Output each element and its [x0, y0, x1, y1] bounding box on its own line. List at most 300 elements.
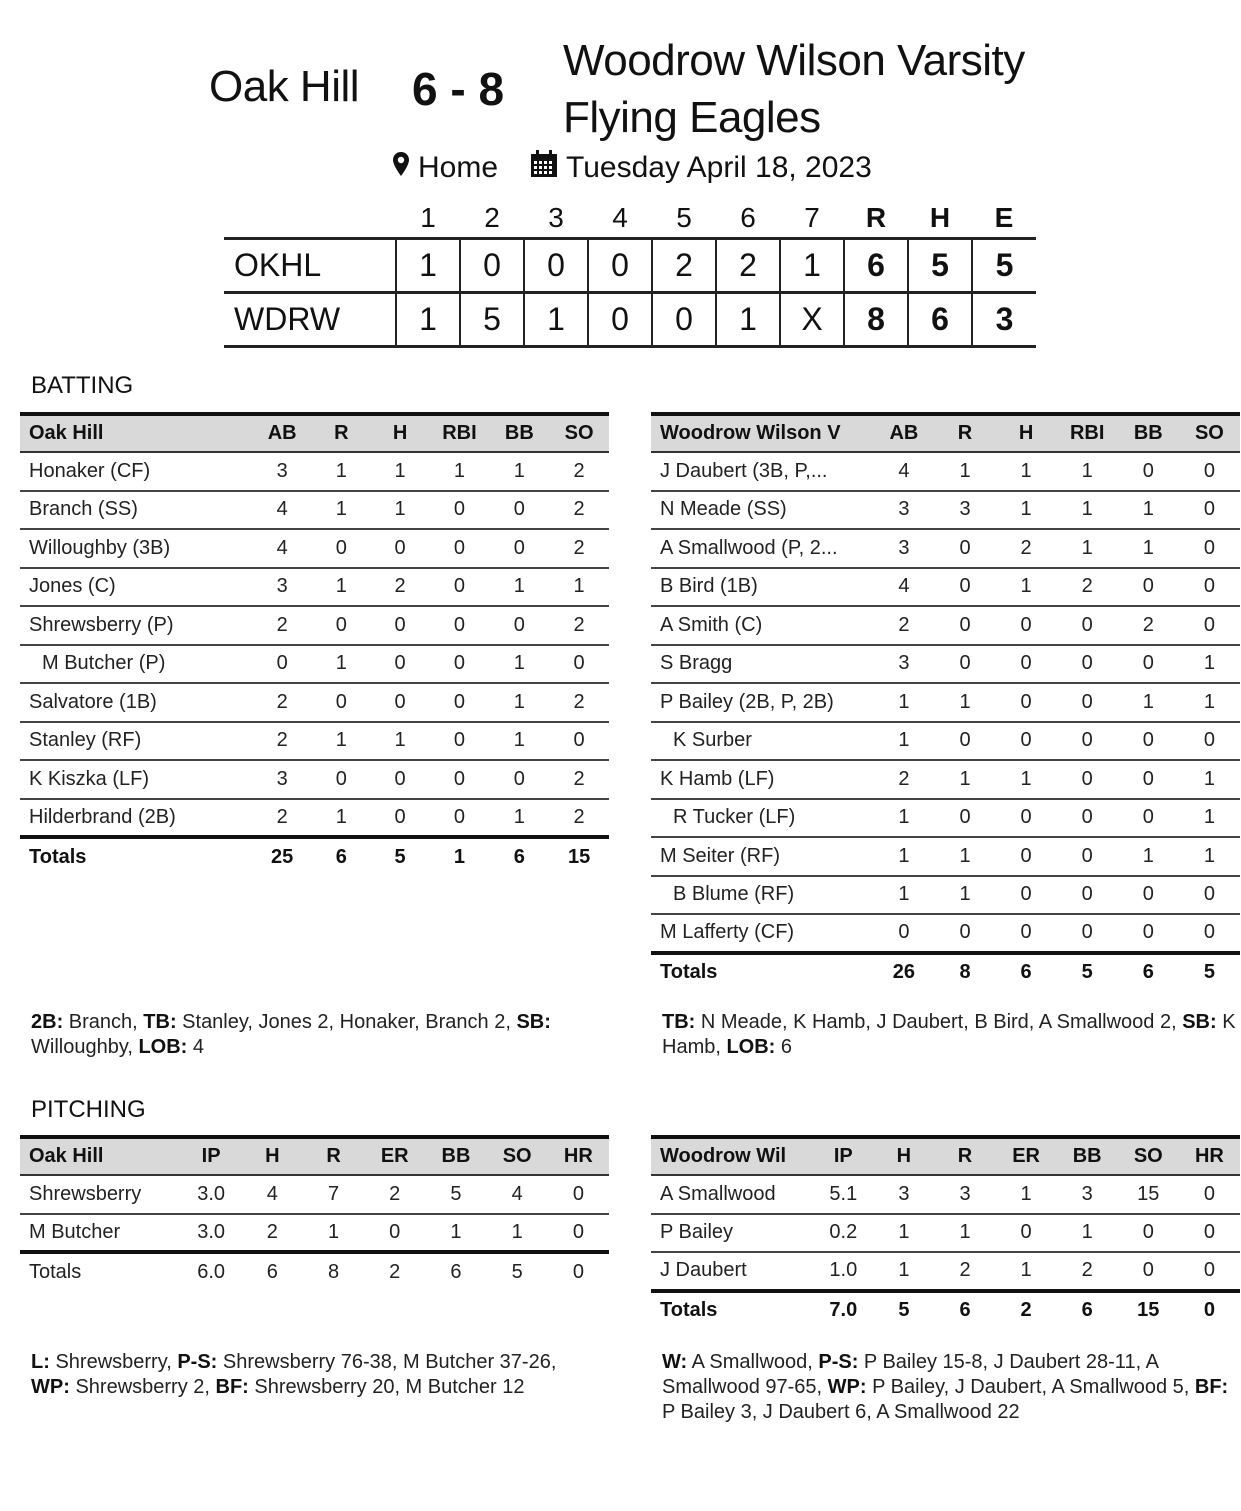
player-row: [651, 568, 1240, 607]
inning-runs: 0: [588, 292, 652, 346]
stat-cell: 0: [1057, 606, 1118, 645]
stat-cell: 0: [1057, 760, 1118, 799]
stat-cell: 2: [371, 568, 430, 607]
player-row: [651, 722, 1240, 761]
note-label: WP:: [827, 1376, 867, 1398]
stat-cell: 2: [1118, 606, 1179, 645]
note-text: Shrewsberry 20, M Butcher 12: [248, 1376, 525, 1398]
totals-row: [651, 1291, 1240, 1330]
note-label: L:: [31, 1351, 50, 1373]
total-cell: 15: [567, 845, 591, 868]
inning-runs: 1: [396, 292, 460, 346]
stat-cell: 0: [1057, 722, 1118, 761]
stat-cell: 0: [996, 722, 1057, 761]
note-label: SB:: [1182, 1011, 1217, 1033]
stat-cell: 1: [490, 799, 550, 838]
stat-cell: 0: [1118, 1252, 1179, 1291]
stat-cell: 0: [934, 645, 995, 684]
stat-cell: 7: [303, 1175, 364, 1214]
player-name: J Daubert (3B, P,...: [651, 452, 873, 491]
note-text: Stanley, Jones 2, Honaker, Branch 2,: [176, 1011, 517, 1033]
stat-cell: 1: [996, 760, 1057, 799]
stat-cell: 0: [312, 529, 371, 568]
total-cell: 1: [453, 845, 466, 868]
note-label: TB:: [662, 1011, 696, 1033]
player-row: [651, 452, 1240, 491]
total-cell: 5: [511, 1260, 523, 1283]
stat-column-header: AB: [873, 414, 934, 452]
linescore-row-away: [224, 292, 1036, 346]
table-header-row: [20, 1137, 609, 1175]
inning-header: 1: [420, 202, 436, 234]
player-row: [20, 683, 609, 722]
total-cell: 5: [394, 845, 406, 868]
player-name: R Tucker (LF): [651, 799, 873, 838]
total-hits: 6: [908, 292, 972, 346]
player-name: M Seiter (RF): [651, 837, 873, 876]
stat-cell: 2: [873, 760, 934, 799]
player-name: P Bailey (2B, P, 2B): [651, 683, 873, 722]
stat-cell: 5: [425, 1175, 486, 1214]
player-row: [20, 606, 609, 645]
stat-cell: 0: [429, 683, 489, 722]
player-name: K Surber: [651, 722, 873, 761]
stat-cell: 1: [371, 722, 430, 761]
stat-cell: 0.2: [813, 1214, 873, 1253]
stat-cell: 3: [252, 452, 312, 491]
total-cell: 6: [513, 845, 525, 868]
stat-column-header: SO: [1118, 1137, 1179, 1175]
stat-cell: 4: [873, 452, 934, 491]
stat-column-header: H: [242, 1137, 303, 1175]
player-name: A Smallwood: [651, 1175, 813, 1214]
stat-cell: 1: [312, 799, 371, 838]
stat-cell: 1: [312, 452, 371, 491]
stat-column-header: HR: [1179, 1137, 1240, 1175]
linescore-header-row: [224, 200, 1036, 238]
batting-notes-away: [662, 1010, 1237, 1060]
inning-runs: 1: [524, 292, 588, 346]
total-cell: 2: [389, 1260, 401, 1283]
game-header: [0, 30, 1241, 140]
stat-cell: 1: [996, 1252, 1057, 1291]
stat-cell: 1: [934, 760, 995, 799]
stat-cell: 1: [996, 1175, 1057, 1214]
team-column-header: Oak Hill: [20, 1137, 181, 1175]
player-name: Branch (SS): [20, 491, 252, 530]
stat-cell: 0: [548, 1175, 609, 1214]
stat-cell: 2: [252, 683, 312, 722]
total-cell: 6: [959, 1299, 971, 1322]
total-cell: 15: [1137, 1299, 1160, 1322]
note-text: Branch,: [63, 1011, 144, 1033]
stat-cell: 0: [312, 606, 371, 645]
linescore-table: [224, 200, 1036, 348]
note-text: Shrewsberry 76-38, M Butcher 37-26,: [217, 1351, 557, 1373]
away-team-name: [563, 32, 1025, 146]
stat-cell: 0: [1179, 914, 1240, 953]
stat-column-header: AB: [252, 414, 312, 452]
stat-column-header: BB: [490, 414, 550, 452]
note-label: W:: [662, 1351, 688, 1373]
stat-cell: 1: [873, 876, 934, 915]
calendar-icon: [530, 150, 558, 186]
total-cell: 25: [271, 845, 294, 868]
stat-cell: 0: [1179, 452, 1240, 491]
stat-column-header: RBI: [1057, 414, 1118, 452]
player-row: [20, 452, 609, 491]
stat-cell: 0: [1118, 876, 1179, 915]
stat-cell: 1: [1179, 760, 1240, 799]
stat-column-header: R: [934, 414, 995, 452]
stat-cell: 1: [1179, 683, 1240, 722]
totals-row: [20, 837, 609, 876]
player-row: [651, 645, 1240, 684]
stat-cell: 1: [1057, 491, 1118, 530]
stat-column-header: ER: [364, 1137, 425, 1175]
player-row: [20, 799, 609, 838]
player-row: [651, 606, 1240, 645]
total-errors: 3: [972, 292, 1036, 346]
stat-cell: 0: [996, 799, 1057, 838]
player-name: A Smith (C): [651, 606, 873, 645]
stat-cell: 1: [873, 683, 934, 722]
player-row: [651, 491, 1240, 530]
stat-cell: 0: [429, 722, 489, 761]
stat-cell: 3: [934, 491, 995, 530]
stat-cell: 1: [996, 568, 1057, 607]
player-name: M Butcher: [20, 1214, 181, 1253]
stat-cell: 2: [252, 722, 312, 761]
player-row: [20, 529, 609, 568]
total-runs: 8: [844, 292, 908, 346]
player-name: A Smallwood (P, 2...: [651, 529, 873, 568]
stat-cell: 0: [429, 491, 489, 530]
note-label: WP:: [31, 1376, 70, 1398]
stat-cell: 3: [934, 1175, 995, 1214]
stat-cell: 1: [490, 645, 550, 684]
stat-cell: 1: [312, 568, 371, 607]
linescore-row-home: [224, 238, 1036, 292]
stat-cell: 1: [873, 722, 934, 761]
stat-cell: 0: [490, 606, 550, 645]
stat-cell: 3: [252, 760, 312, 799]
stat-cell: 0: [549, 722, 609, 761]
note-label: LOB:: [726, 1036, 776, 1058]
final-score: 6 - 8: [412, 63, 505, 115]
stat-cell: 0: [1057, 914, 1118, 953]
stat-cell: 15: [1118, 1175, 1179, 1214]
inning-header: 7: [804, 202, 820, 234]
stat-cell: 0: [1118, 645, 1179, 684]
player-name: Jones (C): [20, 568, 252, 607]
stat-cell: 1: [425, 1214, 486, 1253]
note-label: P-S:: [818, 1351, 859, 1373]
total-cell: 26: [892, 961, 916, 984]
stat-cell: 0: [1057, 876, 1118, 915]
stat-cell: 1: [1057, 452, 1118, 491]
stat-cell: 1: [996, 452, 1057, 491]
player-name: K Hamb (LF): [651, 760, 873, 799]
stat-cell: 0: [1057, 645, 1118, 684]
stat-cell: 1: [934, 837, 995, 876]
stat-cell: 0: [1179, 1214, 1240, 1253]
linescore-team: OKHL: [224, 238, 396, 292]
totals-label: Totals: [29, 845, 87, 868]
stat-column-header: ER: [996, 1137, 1057, 1175]
inning-runs: 2: [652, 238, 716, 292]
player-name: Shrewsberry: [20, 1175, 181, 1214]
note-text: A Smallwood,: [687, 1351, 819, 1373]
stat-column-header: R: [303, 1137, 364, 1175]
total-cell: 6: [450, 1260, 462, 1283]
pitching-table-home: [20, 1135, 609, 1291]
stat-cell: 2: [549, 529, 609, 568]
stat-cell: 0: [934, 568, 995, 607]
player-row: [651, 683, 1240, 722]
player-row: [20, 491, 609, 530]
player-row: [651, 1214, 1240, 1253]
note-text: Shrewsberry 2,: [69, 1376, 216, 1398]
inning-runs: 2: [716, 238, 780, 292]
stat-cell: 0: [371, 683, 430, 722]
stat-cell: 2: [1057, 568, 1118, 607]
stat-cell: 5.1: [813, 1175, 873, 1214]
stat-cell: 2: [873, 606, 934, 645]
stat-cell: 3: [1057, 1175, 1118, 1214]
note-label: BF:: [1194, 1376, 1229, 1398]
batting-notes-home: [31, 1010, 611, 1060]
stat-cell: 0: [490, 760, 550, 799]
total-cell: 6: [1081, 1299, 1093, 1322]
stat-cell: 0: [996, 1214, 1057, 1253]
player-name: B Blume (RF): [651, 876, 873, 915]
note-text: K Hamb,: [662, 1011, 1236, 1058]
player-name: Salvatore (1B): [20, 683, 252, 722]
stat-cell: 1: [490, 722, 550, 761]
stat-cell: 2: [1057, 1252, 1118, 1291]
stat-cell: 0: [548, 1214, 609, 1253]
stat-cell: 2: [996, 529, 1057, 568]
stat-cell: 1: [371, 452, 430, 491]
player-name: P Bailey: [651, 1214, 813, 1253]
note-label: SB:: [516, 1011, 551, 1033]
stat-cell: 0: [1057, 837, 1118, 876]
stat-cell: 4: [242, 1175, 303, 1214]
stat-cell: 0: [934, 529, 995, 568]
stat-cell: 1: [1118, 491, 1179, 530]
stat-cell: 1: [1118, 529, 1179, 568]
stat-cell: 0: [1118, 1214, 1179, 1253]
player-name: Stanley (RF): [20, 722, 252, 761]
table-header-row: [20, 414, 609, 452]
stat-cell: 1: [934, 452, 995, 491]
away-team-name-line1: Woodrow Wilson Varsity: [563, 36, 1025, 85]
total-errors: 5: [972, 238, 1036, 292]
total-hits: 5: [908, 238, 972, 292]
stat-cell: 0: [1118, 760, 1179, 799]
player-name: M Lafferty (CF): [651, 914, 873, 953]
player-row: [20, 1214, 609, 1253]
stat-cell: 1: [1179, 645, 1240, 684]
player-row: [651, 837, 1240, 876]
note-label: BF:: [215, 1376, 249, 1398]
player-name: Honaker (CF): [20, 452, 252, 491]
batting-section-title: BATTING: [31, 372, 134, 399]
note-text: Shrewsberry,: [49, 1351, 178, 1373]
errors-header: E: [994, 202, 1014, 234]
inning-runs: 1: [780, 238, 844, 292]
stat-cell: 1: [934, 683, 995, 722]
totals-label: Totals: [660, 961, 718, 984]
stat-cell: 0: [371, 645, 430, 684]
stat-cell: 1: [873, 1252, 934, 1291]
stat-column-header: BB: [1118, 414, 1179, 452]
stat-cell: 2: [549, 760, 609, 799]
stat-cell: 0: [490, 491, 550, 530]
total-cell: 6: [1142, 961, 1154, 984]
stat-cell: 1: [1057, 529, 1118, 568]
linescore-team: WDRW: [224, 292, 396, 346]
stat-cell: 0: [1179, 568, 1240, 607]
stat-cell: 1: [1179, 837, 1240, 876]
table-header-row: [651, 1137, 1240, 1175]
stat-cell: 0: [1118, 568, 1179, 607]
total-cell: 6: [1020, 961, 1032, 984]
player-name: Willoughby (3B): [20, 529, 252, 568]
stat-column-header: R: [312, 414, 371, 452]
inning-header: 3: [548, 202, 564, 234]
total-cell: 6: [266, 1260, 278, 1283]
stat-column-header: SO: [549, 414, 609, 452]
stat-cell: 1: [490, 568, 550, 607]
stat-cell: 3: [873, 529, 934, 568]
stat-cell: 2: [549, 799, 609, 838]
stat-cell: 0: [312, 683, 371, 722]
game-date: Tuesday April 18, 2023: [566, 151, 872, 184]
inning-header: 4: [612, 202, 628, 234]
stat-cell: 1: [312, 722, 371, 761]
player-row: [651, 799, 1240, 838]
inning-runs: 0: [460, 238, 524, 292]
inning-header: 5: [676, 202, 692, 234]
total-runs: 6: [844, 238, 908, 292]
stat-cell: 1: [429, 452, 489, 491]
stat-cell: 0: [1118, 799, 1179, 838]
stat-column-header: HR: [548, 1137, 609, 1175]
runs-header: R: [865, 202, 887, 234]
player-name: N Meade (SS): [651, 491, 873, 530]
player-row: [20, 722, 609, 761]
stat-column-header: H: [371, 414, 430, 452]
note-text: P Bailey, J Daubert, A Smallwood 5,: [866, 1376, 1195, 1398]
stat-cell: 0: [1118, 722, 1179, 761]
player-row: [651, 914, 1240, 953]
inning-runs: 1: [716, 292, 780, 346]
total-cell: 7.0: [829, 1299, 858, 1322]
stat-column-header: R: [934, 1137, 995, 1175]
stat-cell: 1: [303, 1214, 364, 1253]
stat-cell: 0: [873, 914, 934, 953]
stat-cell: 4: [873, 568, 934, 607]
stat-cell: 0: [1179, 876, 1240, 915]
stat-cell: 2: [549, 491, 609, 530]
total-cell: 6: [335, 845, 347, 868]
stat-column-header: SO: [1179, 414, 1240, 452]
stat-cell: 0: [1118, 452, 1179, 491]
stat-cell: 0: [429, 760, 489, 799]
player-name: M Butcher (P): [20, 645, 252, 684]
batting-table-away: [651, 412, 1240, 991]
inning-header: 2: [484, 202, 500, 234]
stat-cell: 4: [252, 529, 312, 568]
batting-table-home: [20, 412, 609, 876]
total-cell: 6.0: [197, 1260, 226, 1283]
note-text: 4: [187, 1036, 205, 1058]
stat-cell: 0: [549, 645, 609, 684]
stat-cell: 0: [252, 645, 312, 684]
table-header-row: [651, 414, 1240, 452]
stat-cell: 2: [549, 683, 609, 722]
stat-cell: 2: [242, 1214, 303, 1253]
stat-cell: 0: [996, 683, 1057, 722]
stat-cell: 0: [429, 799, 489, 838]
map-pin-icon: [392, 151, 410, 185]
stat-cell: 3.0: [181, 1214, 242, 1253]
inning-runs: 1: [396, 238, 460, 292]
linescore-team-header: [224, 200, 396, 238]
player-name: Shrewsberry (P): [20, 606, 252, 645]
stat-cell: 1: [371, 491, 430, 530]
stat-cell: 1: [996, 491, 1057, 530]
stat-cell: 0: [996, 606, 1057, 645]
stat-cell: 1: [1179, 799, 1240, 838]
stat-cell: 0: [1179, 606, 1240, 645]
total-cell: 5: [1203, 961, 1215, 984]
stat-cell: 0: [934, 722, 995, 761]
player-name: B Bird (1B): [651, 568, 873, 607]
stat-cell: 1: [490, 683, 550, 722]
stat-cell: 0: [371, 606, 430, 645]
stat-cell: 0: [996, 837, 1057, 876]
note-label: P-S:: [177, 1351, 218, 1373]
total-cell: 5: [1081, 961, 1093, 984]
away-team-name-line2: Flying Eagles: [563, 93, 821, 142]
total-cell: 8: [327, 1260, 340, 1283]
stat-cell: 0: [1179, 491, 1240, 530]
stat-cell: 2: [549, 452, 609, 491]
totals-row: [651, 953, 1240, 992]
total-cell: 0: [1203, 1299, 1215, 1322]
stat-cell: 0: [1057, 799, 1118, 838]
stat-cell: 1: [873, 1214, 934, 1253]
total-cell: 2: [1020, 1299, 1032, 1322]
stat-cell: 0: [371, 760, 430, 799]
stat-cell: 0: [490, 529, 550, 568]
stat-column-header: BB: [1057, 1137, 1118, 1175]
stat-cell: 0: [1179, 722, 1240, 761]
player-name: Hilderbrand (2B): [20, 799, 252, 838]
stat-cell: 0: [996, 876, 1057, 915]
stat-cell: 2: [364, 1175, 425, 1214]
stat-cell: 0: [996, 645, 1057, 684]
note-label: TB:: [143, 1011, 177, 1033]
stat-cell: 2: [934, 1252, 995, 1291]
stat-cell: 3: [252, 568, 312, 607]
stat-column-header: BB: [425, 1137, 486, 1175]
stat-cell: 0: [364, 1214, 425, 1253]
stat-cell: 1: [312, 645, 371, 684]
